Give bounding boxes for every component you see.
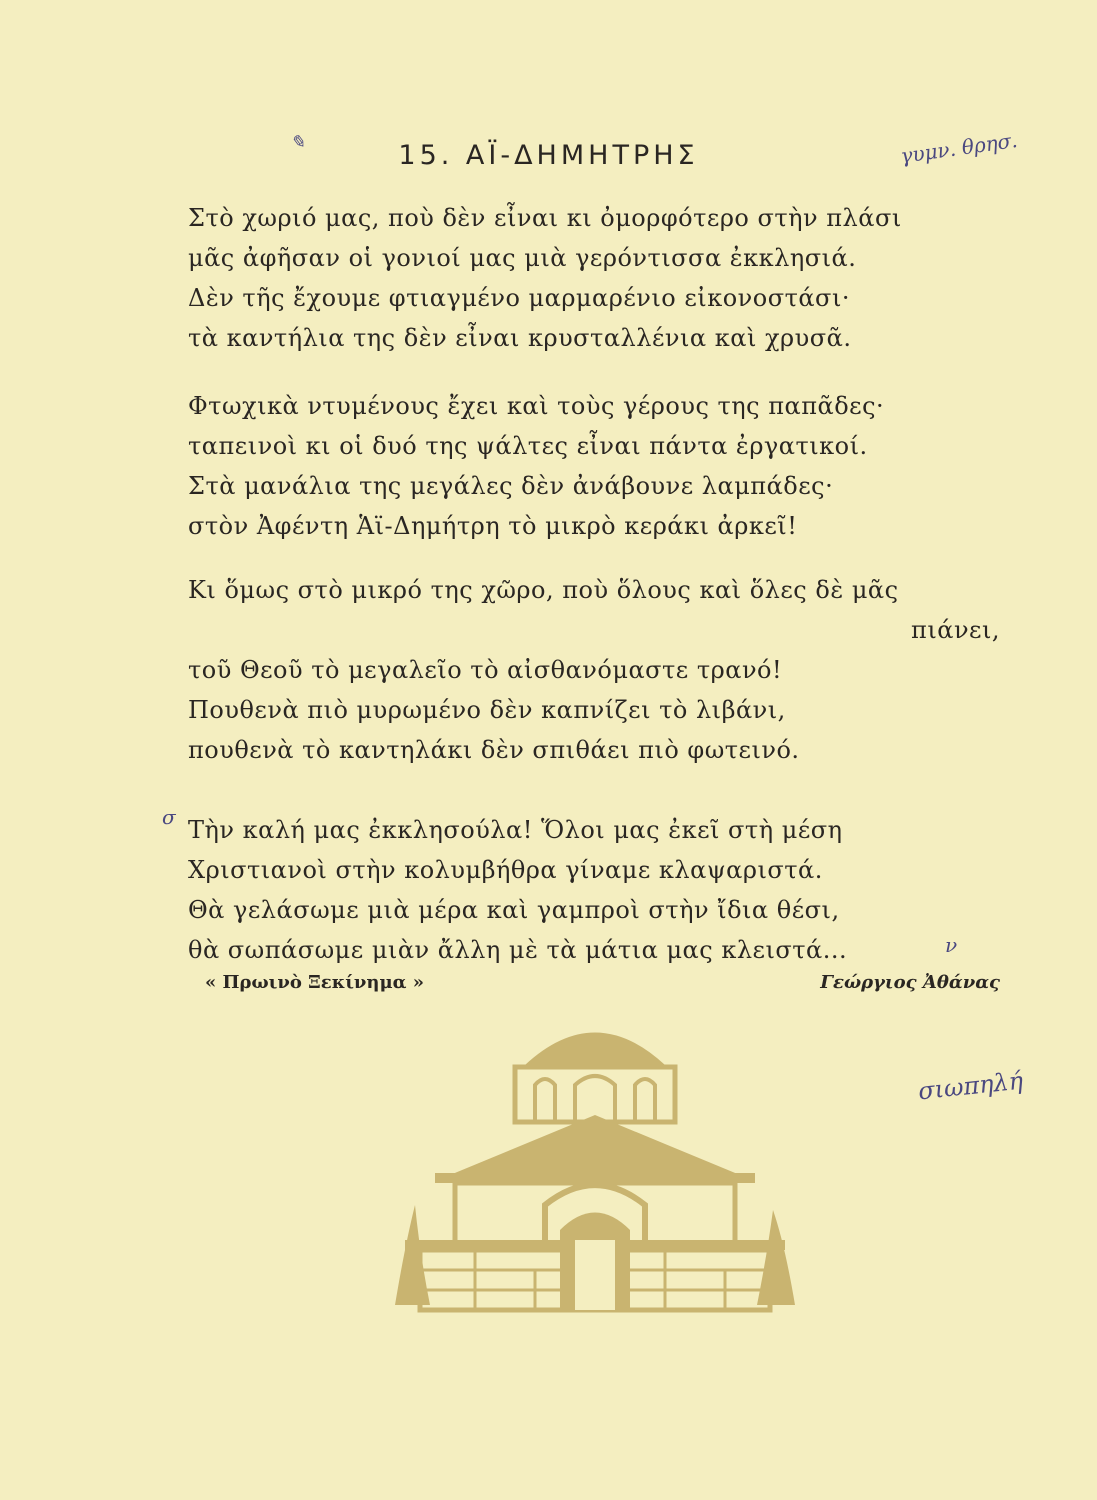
verse-line: Στὸ χωριό μας, ποὺ δὲν εἶναι κι ὀμορφότερο στὴν πλάσι — [188, 204, 902, 232]
stanza-3 — [188, 570, 1008, 770]
verse-line: τὰ καντήλια της δὲν εἶναι κρυσταλλένια καὶ χρυσᾶ. — [188, 324, 852, 352]
verse-line: θὰ σωπάσωμε μιὰν ἄλλη μὲ τὰ μάτια μας κλειστά... — [188, 936, 848, 964]
verse-line: Πουθενὰ πιὸ μυρωμένο δὲν καπνίζει τὸ λιβάνι, — [188, 696, 786, 724]
stanza-1 — [188, 198, 1008, 358]
handwritten-mark-top-left: ✎ — [290, 132, 306, 153]
verse-line: Κι ὅμως στὸ μικρό της χῶρο, ποὺ ὅλους καὶ ὅλες δὲ μᾶς — [188, 576, 899, 604]
poem-source: « Πρωινὸ Ξεκίνημα » — [205, 972, 425, 993]
verse-line: ταπεινοὶ κι οἱ δυό της ψάλτες εἶναι πάντα ἐργατικοί. — [188, 432, 868, 460]
verse-line: Θὰ γελάσωμε μιὰ μέρα καὶ γαμπροὶ στὴν ἴδια θέσι, — [188, 896, 840, 924]
poem-title: 15. ΑΪ-ΔΗΜΗΤΡΗΣ — [398, 140, 699, 171]
verse-line: Τὴν καλή μας ἐκκλησούλα! Ὅλοι μας ἐκεῖ στὴ μέση — [188, 816, 843, 844]
verse-line: τοῦ Θεοῦ τὸ μεγαλεῖο τὸ αἰσθανόμαστε τρανό! — [188, 656, 783, 684]
verse-line: Χριστιανοὶ στὴν κολυμβήθρα γίναμε κλαψαριστά. — [188, 856, 823, 884]
verse-line: Στὰ μανάλια της μεγάλες δὲν ἀνάβουνε λαμπάδες· — [188, 472, 834, 500]
verse-line: μᾶς ἀφῆσαν οἱ γονιοί μας μιὰ γερόντισσα ἐκκλησιά. — [188, 244, 857, 272]
poem-author: Γεώργιος Ἀθάνας — [820, 972, 1000, 993]
stanza-4 — [188, 810, 1008, 970]
verse-line: Φτωχικὰ ντυμένους ἔχει καὶ τοὺς γέρους της παπᾶδες· — [188, 392, 885, 420]
church-illustration — [395, 1005, 795, 1315]
handwritten-mark-end: ν — [945, 933, 958, 957]
verse-line: πουθενὰ τὸ καντηλάκι δὲν σπιθάει πιὸ φωτεινό. — [188, 736, 800, 764]
handwritten-mark-margin: σ — [162, 805, 176, 829]
verse-line-continuation: πιάνει, — [911, 616, 1000, 644]
handwritten-note-top-right: γυμν. θρησ. — [898, 127, 1019, 169]
handwritten-note-bottom-right: σιωπηλή — [916, 1066, 1025, 1106]
verse-line: Δὲν τῆς ἔχουμε φτιαγμένο μαρμαρένιο εἰκονοστάσι· — [188, 284, 850, 312]
verse-line: στὸν Ἀφέντη Ἁϊ-Δημήτρη τὸ μικρὸ κεράκι ἀρκεῖ! — [188, 512, 798, 540]
stanza-2 — [188, 386, 1008, 546]
